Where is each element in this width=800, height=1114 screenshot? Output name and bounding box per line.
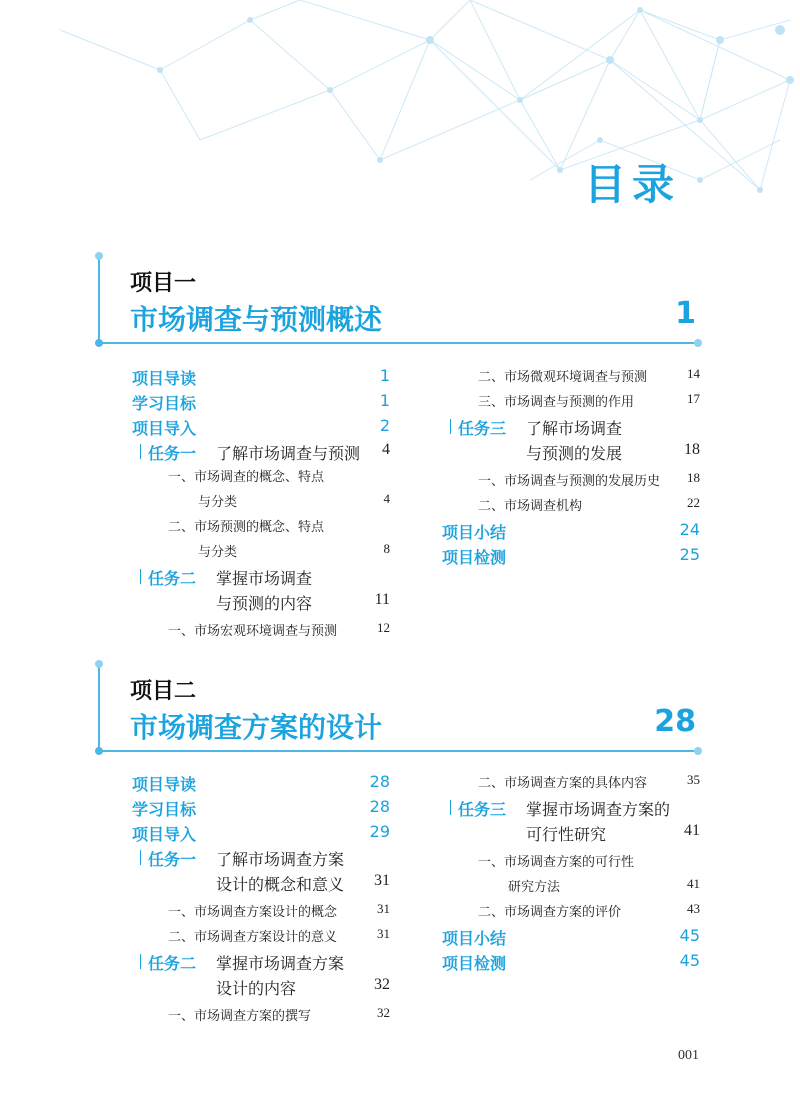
project-page: 1 xyxy=(675,296,696,331)
toc-entry-page: 11 xyxy=(374,591,390,608)
toc-entry-page: 18 xyxy=(687,470,700,485)
toc-entry-page: 29 xyxy=(369,822,390,841)
toc-entry-page: 41 xyxy=(687,876,700,891)
toc-entry-title: 二、市场调查方案设计的意义 xyxy=(168,930,338,945)
toc-entry-page: 22 xyxy=(687,495,700,510)
toc-entry-page: 35 xyxy=(687,772,700,787)
toc-entry-title: 一、市场调查与预测的发展历史 xyxy=(478,474,661,489)
toc-entry-title: 了解市场调查方案 xyxy=(216,850,345,869)
toc-entry-title: 项目导入 xyxy=(132,419,197,438)
toc-entry-title: 了解市场调查 xyxy=(526,419,623,438)
toc-entry-title: 研究方法 xyxy=(508,880,561,895)
toc-entry-page: 45 xyxy=(679,951,700,970)
toc-entry-title: 与分类 xyxy=(198,495,238,510)
toc-entry-page: 8 xyxy=(383,541,390,556)
toc-entry-page: 2 xyxy=(379,416,390,435)
task-marker xyxy=(140,569,141,584)
task-marker xyxy=(140,954,141,969)
toc-entry-page: 4 xyxy=(382,441,390,458)
toc-entry-title: 项目导读 xyxy=(132,369,197,388)
toc-entry-title: 项目导读 xyxy=(132,775,197,794)
toc-entry-title: 一、市场调查的概念、特点 xyxy=(168,470,325,485)
toc-entry-title: 与预测的发展 xyxy=(526,444,623,463)
toc-entry-title: 项目检测 xyxy=(442,548,507,567)
toc-entry-title: 了解市场调查与预测 xyxy=(216,444,361,463)
toc-entry-title: 一、市场调查方案的可行性 xyxy=(478,855,635,870)
toc-entry-title: 二、市场调查方案的评价 xyxy=(478,905,622,920)
toc-entry-title: 学习目标 xyxy=(132,394,197,413)
project-page: 28 xyxy=(654,704,696,739)
toc-column-left xyxy=(132,366,390,646)
toc-entry-page: 18 xyxy=(684,441,700,458)
toc-entry-title: 与预测的内容 xyxy=(216,594,313,613)
toc-entry-title: 项目小结 xyxy=(442,523,507,542)
divider-horizontal xyxy=(98,750,698,752)
task-marker xyxy=(140,444,141,459)
toc-entry-page: 31 xyxy=(374,872,390,889)
toc-entry-page: 12 xyxy=(377,620,390,635)
toc-entry-title: 项目导入 xyxy=(132,825,197,844)
toc-entry-title: 项目检测 xyxy=(442,954,507,973)
toc-entry-title: 与分类 xyxy=(198,545,238,560)
toc-entry-page: 14 xyxy=(687,366,700,381)
toc-entry-title: 二、市场调查方案的具体内容 xyxy=(478,776,648,791)
toc-entry-title: 一、市场宏观环境调查与预测 xyxy=(168,624,338,639)
page-number: 001 xyxy=(678,1048,699,1063)
toc-entry-title: 掌握市场调查方案 xyxy=(216,954,345,973)
toc-entry-page: 41 xyxy=(684,822,700,839)
toc-entry-page: 4 xyxy=(383,491,390,506)
task-tag: 任务二 xyxy=(148,569,197,588)
toc-entry-title: 二、市场调查机构 xyxy=(478,499,583,514)
project-label: 项目一 xyxy=(130,271,197,296)
toc-entry-page: 28 xyxy=(369,772,390,791)
task-tag: 任务一 xyxy=(148,850,197,869)
project-title[interactable]: 市场调查方案的设计 xyxy=(130,711,383,744)
project-title[interactable]: 市场调查与预测概述 xyxy=(130,303,383,336)
toc-entry-page: 24 xyxy=(679,520,700,539)
toc-entry-page: 1 xyxy=(379,391,390,410)
toc-entry-title: 掌握市场调查 xyxy=(216,569,313,588)
task-tag: 任务二 xyxy=(148,954,197,973)
toc-entry-title: 设计的概念和意义 xyxy=(216,875,345,894)
toc-entry-page: 32 xyxy=(374,976,390,993)
task-tag: 任务一 xyxy=(148,444,197,463)
page-title: 目录 xyxy=(584,160,681,209)
divider-horizontal xyxy=(98,342,698,344)
toc-entry-title: 可行性研究 xyxy=(526,825,607,844)
toc-entry-title: 二、市场微观环境调查与预测 xyxy=(478,370,648,385)
toc-entry-title: 学习目标 xyxy=(132,800,197,819)
toc-entry-page: 45 xyxy=(679,926,700,945)
toc-entry-page: 31 xyxy=(377,901,390,916)
toc-entry-title: 掌握市场调查方案的 xyxy=(526,800,671,819)
toc-entry-title: 一、市场调查方案设计的概念 xyxy=(168,905,338,920)
toc-entry-title: 二、市场预测的概念、特点 xyxy=(168,520,325,535)
toc-column-right xyxy=(442,772,700,992)
toc-entry-title: 一、市场调查方案的撰写 xyxy=(168,1009,312,1024)
toc-entry-page: 17 xyxy=(687,391,700,406)
toc-entry-page: 28 xyxy=(369,797,390,816)
task-tag: 任务三 xyxy=(458,419,507,438)
toc-entry-title: 项目小结 xyxy=(442,929,507,948)
toc-entry-page: 32 xyxy=(377,1005,390,1020)
divider-vertical xyxy=(98,256,100,342)
project-label: 项目二 xyxy=(130,679,197,704)
divider-vertical xyxy=(98,664,100,750)
toc-entry-page: 1 xyxy=(379,366,390,385)
task-marker xyxy=(450,419,451,434)
toc-entry-page: 43 xyxy=(687,901,700,916)
task-marker xyxy=(450,800,451,815)
toc-entry-page: 31 xyxy=(377,926,390,941)
toc-entry-page: 25 xyxy=(679,545,700,564)
toc-column-left xyxy=(132,772,390,1032)
toc-entry-title: 三、市场调查与预测的作用 xyxy=(478,395,635,410)
task-tag: 任务三 xyxy=(458,800,507,819)
task-marker xyxy=(140,850,141,865)
toc-column-right xyxy=(442,366,700,586)
toc-entry-title: 设计的内容 xyxy=(216,979,297,998)
